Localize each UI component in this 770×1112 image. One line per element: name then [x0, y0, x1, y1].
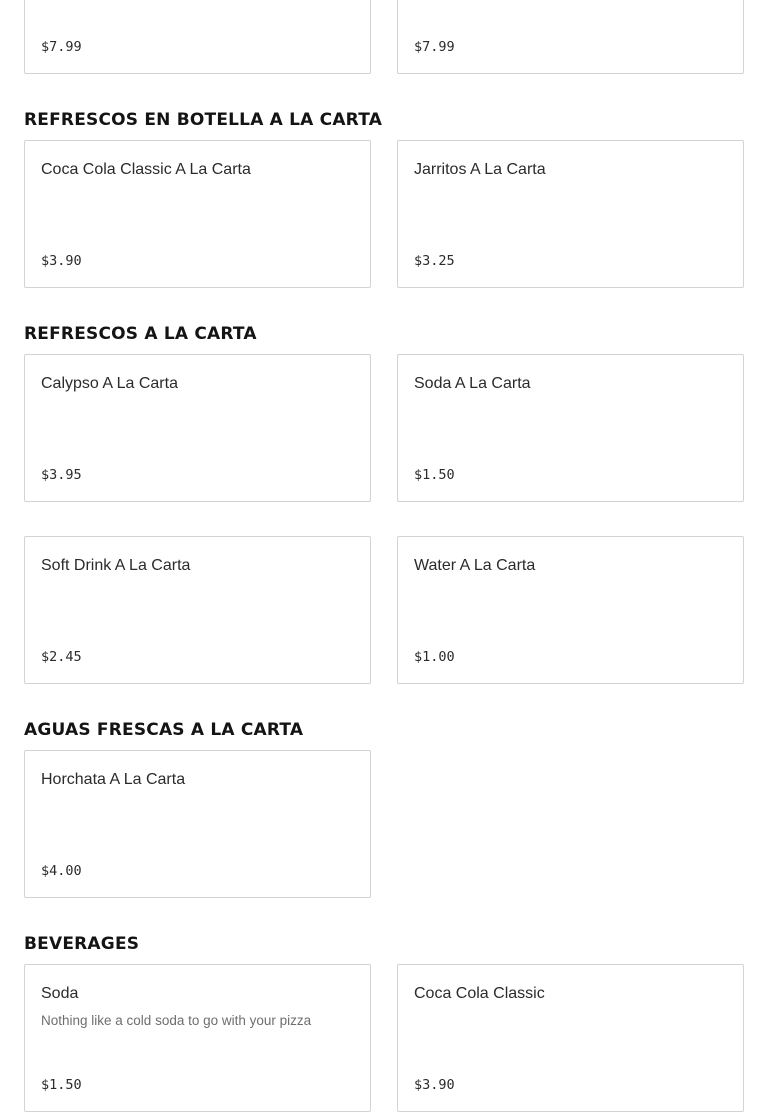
section-title: BEVERAGES: [24, 934, 140, 954]
menu-item-card-coca-cola-classic-a-la-carta[interactable]: [24, 140, 371, 288]
item-price: $3.95: [41, 467, 82, 483]
menu-item-card[interactable]: [24, 0, 371, 74]
menu-item-card-calypso-a-la-carta[interactable]: [24, 354, 371, 502]
item-name: Coca Cola Classic A La Carta: [41, 161, 251, 178]
item-price: $1.00: [414, 649, 455, 665]
item-name: Jarritos A La Carta: [414, 161, 546, 178]
item-price: $3.25: [414, 253, 455, 269]
menu-item-card-soda[interactable]: [24, 964, 371, 1112]
section-title: REFRESCOS A LA CARTA: [24, 324, 257, 344]
item-name: Soft Drink A La Carta: [41, 557, 191, 574]
item-name: Calypso A La Carta: [41, 375, 178, 392]
menu-item-card-soda-a-la-carta[interactable]: [397, 354, 744, 502]
item-name: Horchata A La Carta: [41, 771, 186, 788]
item-name: Coca Cola Classic: [414, 985, 545, 1002]
section-title: AGUAS FRESCAS A LA CARTA: [24, 720, 304, 740]
menu-item-card-soft-drink-a-la-carta[interactable]: [24, 536, 371, 684]
item-description: Nothing like a cold soda to go with your pizza: [41, 1013, 312, 1028]
menu-item-card-jarritos-a-la-carta[interactable]: [397, 140, 744, 288]
menu-item-card-water-a-la-carta[interactable]: [397, 536, 744, 684]
item-price: $7.99: [414, 39, 455, 55]
item-price: $4.00: [41, 863, 82, 879]
menu-item-card[interactable]: [397, 0, 744, 74]
item-price: $3.90: [41, 253, 82, 269]
item-price: $7.99: [41, 39, 82, 55]
item-price: $2.45: [41, 649, 82, 665]
item-name: Soda A La Carta: [414, 375, 531, 392]
section-title: REFRESCOS EN BOTELLA A LA CARTA: [24, 110, 383, 130]
menu-item-card-horchata-a-la-carta[interactable]: [24, 750, 371, 898]
menu-item-card-coca-cola-classic[interactable]: [397, 964, 744, 1112]
item-price: $1.50: [41, 1077, 82, 1093]
item-price: $1.50: [414, 467, 455, 483]
item-name: Water A La Carta: [414, 557, 536, 574]
item-name: Soda: [41, 985, 79, 1002]
item-price: $3.90: [414, 1077, 455, 1093]
